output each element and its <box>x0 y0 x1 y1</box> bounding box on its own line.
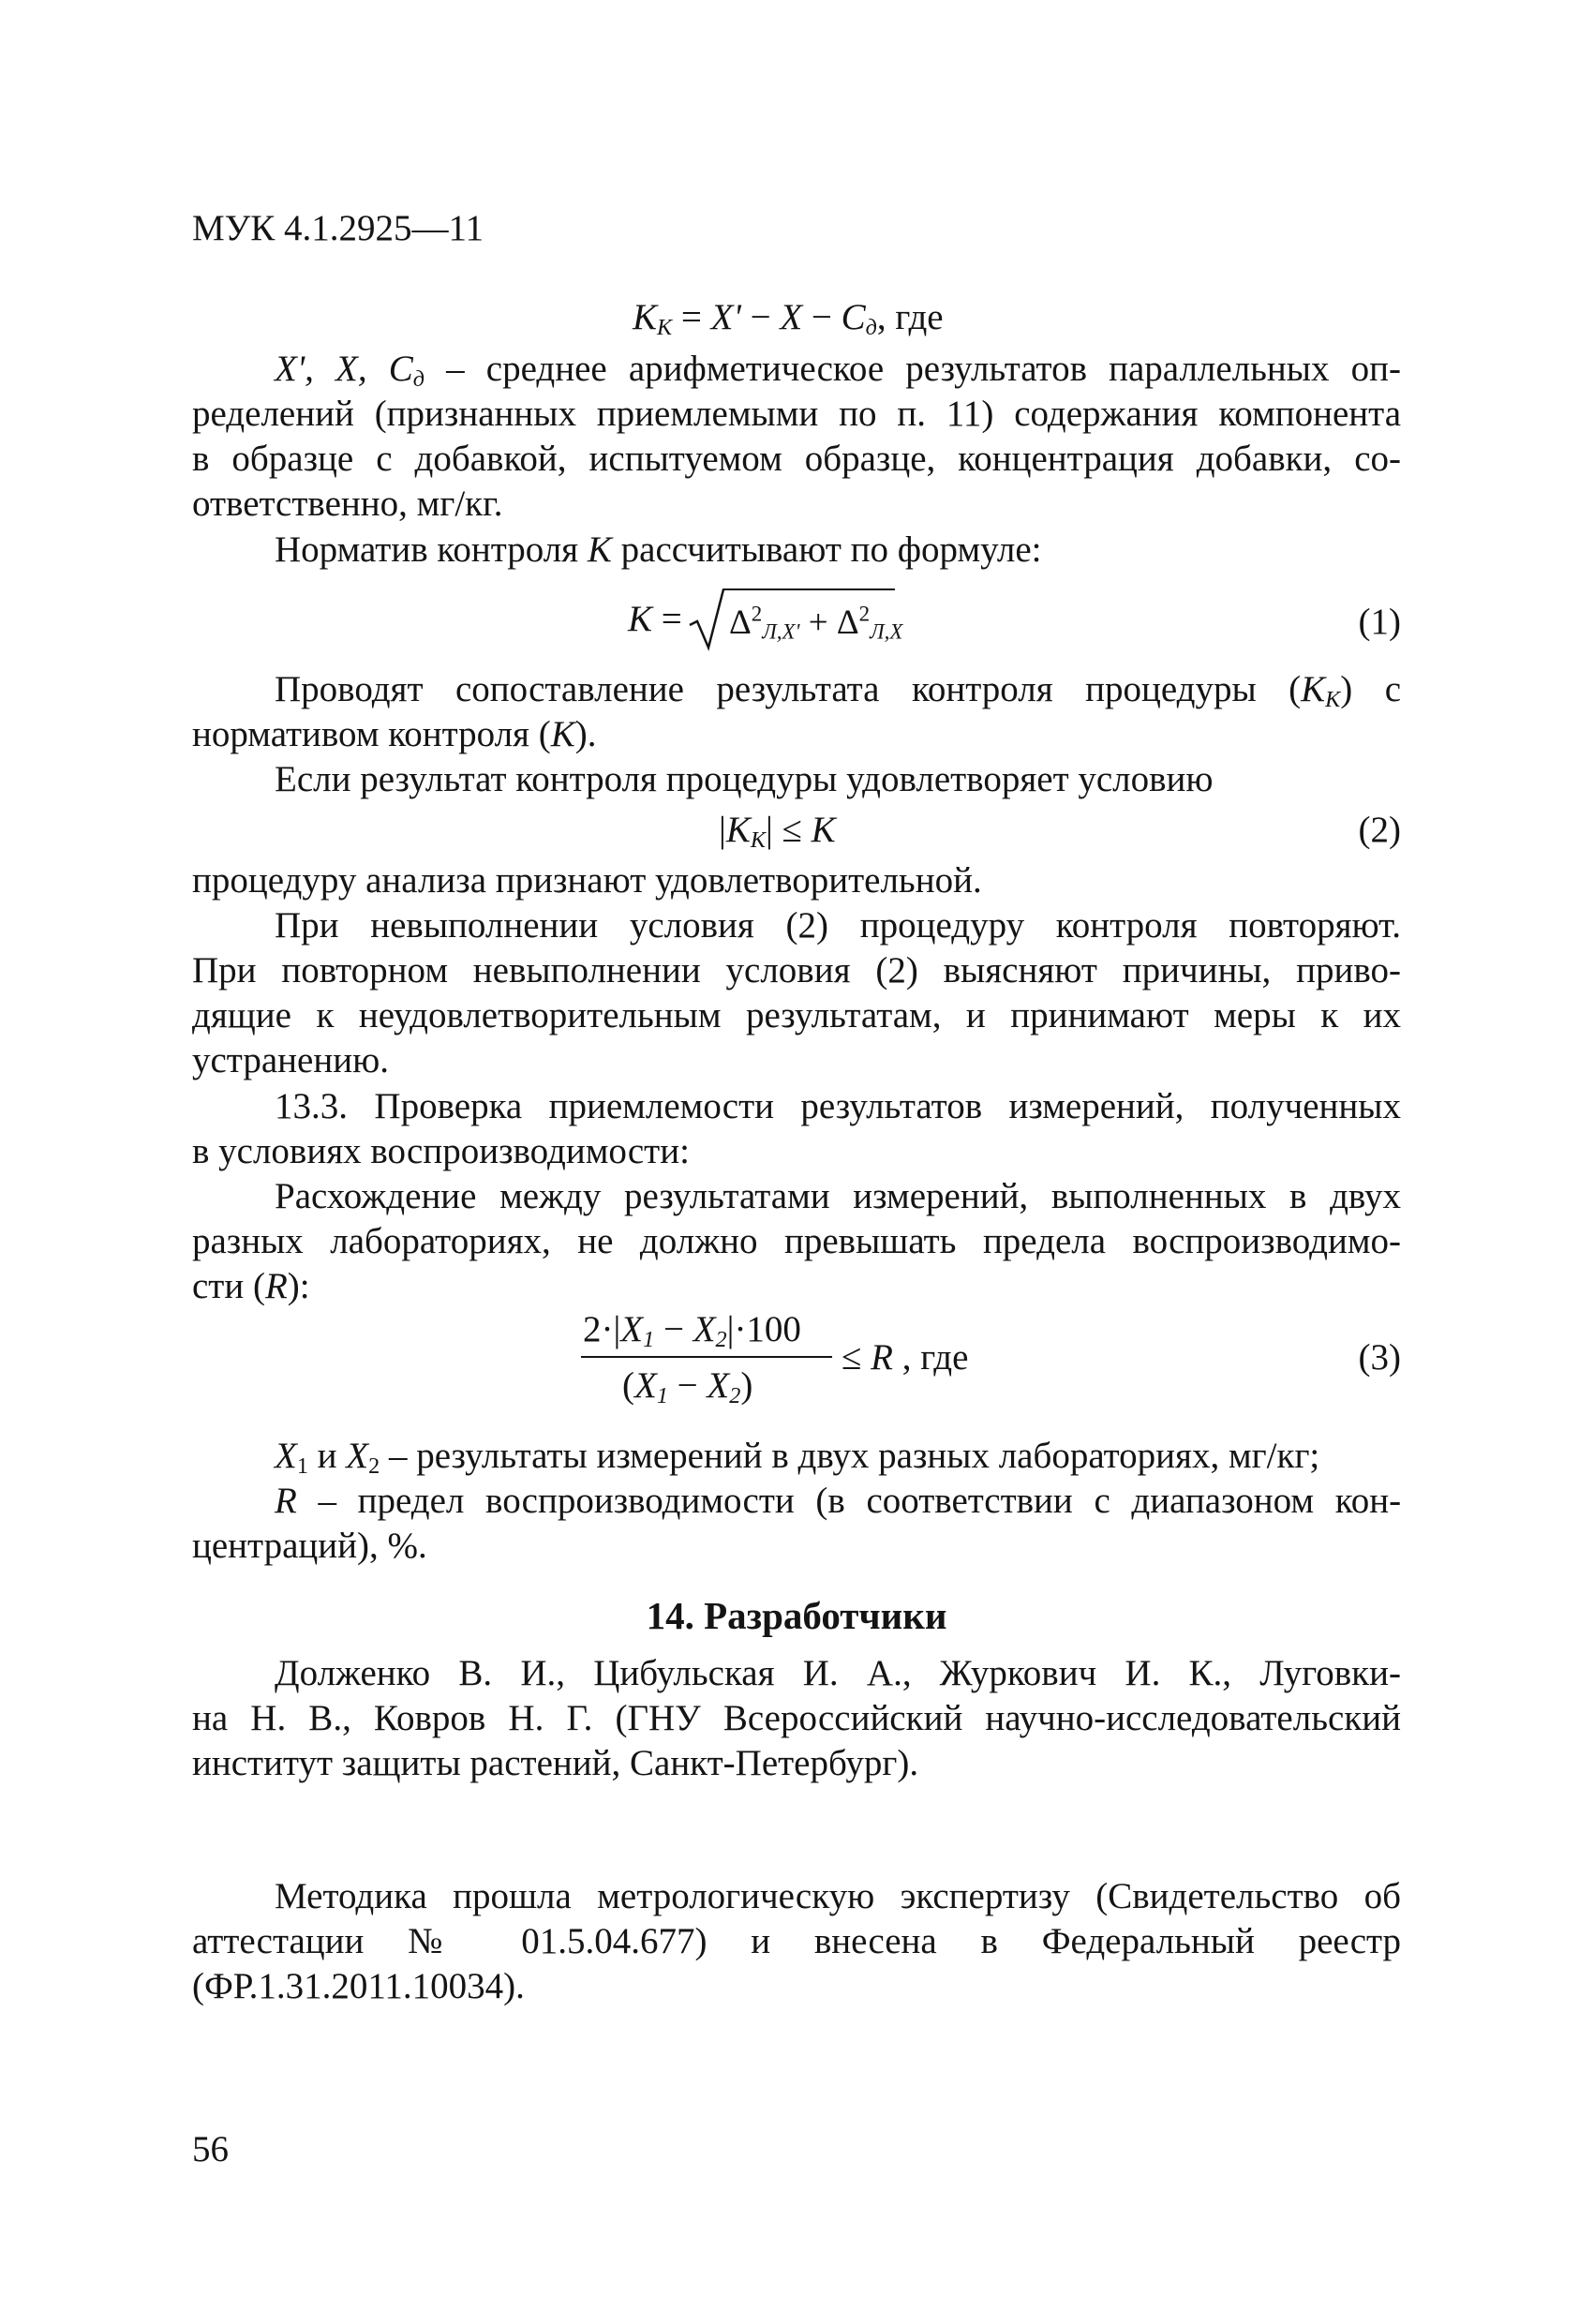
definitions-line-2: ределений (признанных приемлемыми по п. 11) содержания компонента <box>192 394 1401 434</box>
expertise-line-2: аттестации № 01.5.04.677) и внесена в Федеральный реестр <box>192 1921 1402 1961</box>
page-number: 56 <box>192 2129 229 2169</box>
definitions-line-1: X', X, $C_д$ – среднее арифметическое результатов параллельных оп- <box>275 349 1402 393</box>
subsection-13-3-line-1: 13.3. Проверка приемлемости результатов измерений, полученных <box>275 1086 1401 1126</box>
x1-x2-definition: $X_1$ и $X_2$ – результаты измерений в двух разных лабораториях, мг/кг; <box>275 1436 1320 1480</box>
section-14-heading: 14. Разработчики <box>646 1594 947 1637</box>
definitions-line-3: в образце с добавкой, испытуемом образце, концентрация добавки, со- <box>192 439 1401 479</box>
r-definition-line-2: центраций), %. <box>192 1526 427 1566</box>
compare-line-1: Проводят сопоставление результата контроля процедуры $(K_K)$ с <box>275 669 1402 713</box>
repeat-line-4: устранению. <box>192 1040 389 1080</box>
document-code-header: МУК 4.1.2925—11 <box>192 208 484 248</box>
sqrt-sign-icon <box>688 586 725 651</box>
satisfactory-line: процедуру анализа признают удовлетворительной. <box>192 860 982 901</box>
discrepancy-line-2: разных лабораториях, не должно превышать предела воспроизводимо- <box>192 1221 1401 1261</box>
equation-number-1: (1) <box>1358 602 1401 642</box>
developers-line-2: на Н. В., Ковров Н. Г. (ГНУ Всероссийский научно-исследовательский <box>192 1698 1401 1738</box>
developers-line-3: институт защиты растений, Санкт-Петербург). <box>192 1743 919 1783</box>
document-page <box>192 0 1401 2324</box>
norm-intro: Норматив контроля K рассчитывают по формуле: <box>275 529 1042 570</box>
equation-number-3: (3) <box>1358 1337 1401 1378</box>
compare-line-2: нормативом контроля (K). <box>192 714 597 754</box>
formula-1-sqrt: K = $\Delta^2_{Л,X'} + \Delta^2_{Л,X}$ <box>628 576 909 661</box>
discrepancy-line-1: Расхождение между результатами измерений, выполненных в двух <box>275 1176 1401 1216</box>
expertise-line-1: Методика прошла метрологическую экспертизу (Свидетельство об <box>275 1876 1401 1916</box>
repeat-line-2: При повторном невыполнении условия (2) выясняют причины, приво- <box>192 950 1401 991</box>
condition-intro: Если результат контроля процедуры удовлетворяет условию <box>275 759 1214 799</box>
expertise-line-3: (ФР.1.31.2011.10034). <box>192 1966 525 2006</box>
discrepancy-line-3: сти (R): <box>192 1266 310 1306</box>
formula-kk: $K_K = X' - X - C_д$, где <box>633 297 944 341</box>
repeat-line-1: При невыполнении условия (2) процедуру контроля повторяют. <box>275 905 1401 946</box>
repeat-line-3: дящие к неудовлетворительным результатам, и принимают меры к их <box>192 995 1401 1035</box>
subsection-13-3-line-2: в условиях воспроизводимости: <box>192 1131 690 1171</box>
formula-kk-where: где <box>895 297 944 337</box>
formula-2: $|K_K| \le K$ <box>719 810 836 854</box>
definitions-line-4: ответственно, мг/кг. <box>192 484 503 524</box>
formula-3-fraction: $2\cdot|X_1 - X_2|\cdot 100$ $(X_1 - X_2)$ ≤ R , где <box>583 1309 969 1409</box>
r-definition-line-1: R – предел воспроизводимости (в соответствии с диапазоном кон- <box>275 1481 1402 1521</box>
equation-number-2: (2) <box>1358 810 1401 850</box>
developers-line-1: Долженко В. И., Цибульская И. А., Журкович И. К., Луговки- <box>275 1653 1401 1693</box>
